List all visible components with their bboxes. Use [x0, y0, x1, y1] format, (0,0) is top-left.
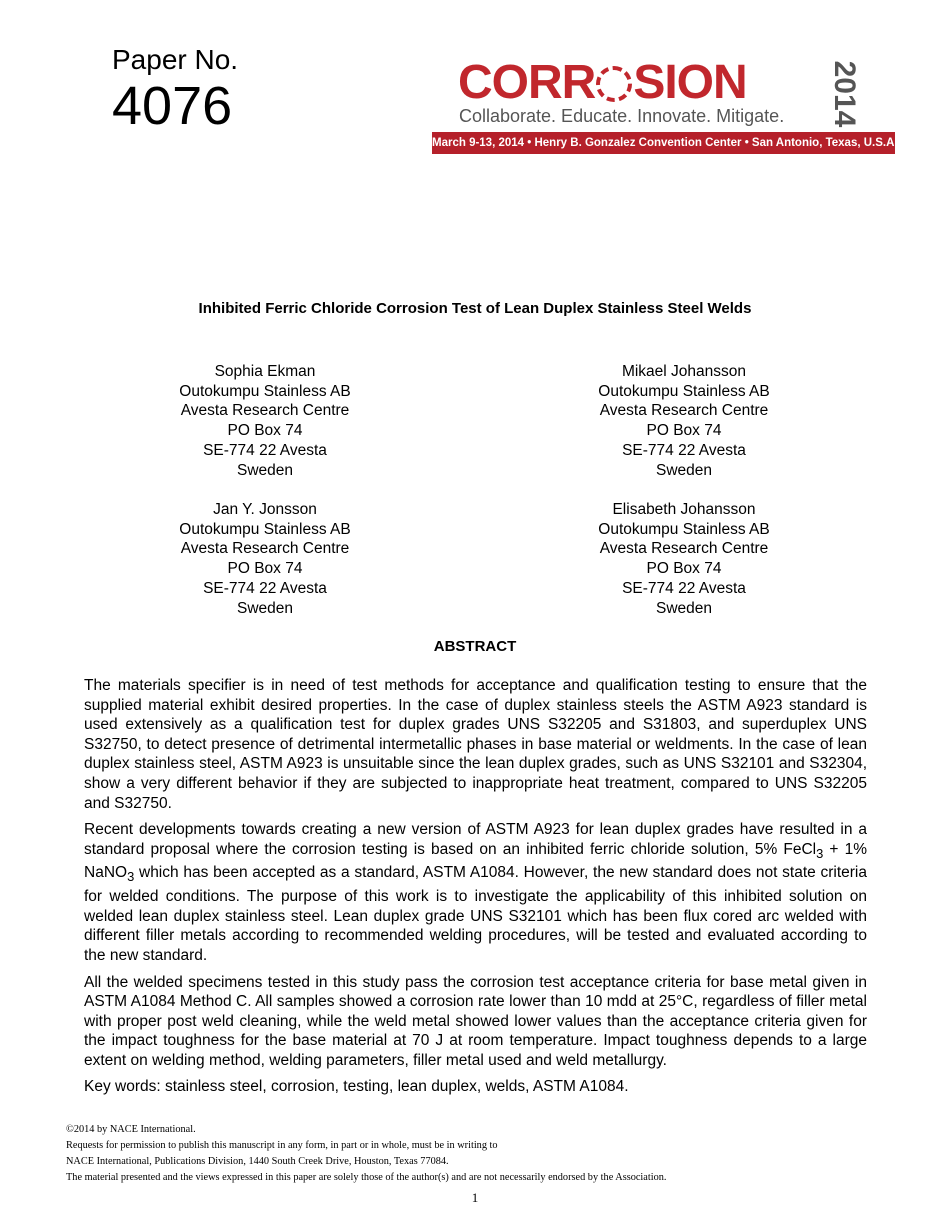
logo-o-emblem-icon — [596, 66, 632, 102]
author-city: SE-774 22 Avesta — [622, 579, 746, 597]
author-country: Sweden — [655, 461, 712, 479]
author-dept: Avesta Research Centre — [180, 540, 350, 558]
keywords: Key words: stainless steel, corrosion, testing, lean duplex, welds, ASTM A1084. — [84, 1078, 629, 1096]
footer-notice — [66, 1122, 666, 1186]
paper-number: 4076 — [112, 76, 233, 136]
author-dept: Avesta Research Centre — [599, 540, 769, 558]
logo-wordmark: CORR SION — [458, 56, 747, 109]
abstract-paragraph-1: The materials specifier is in need of test methods for acceptance and qualification testing to ensure that the supplied material exhibit desired properties. In the case of duplex stainless steels the ASTM A923 standard is used extensively as a qualification test for duplex grades UNS S32205 and S31803, and superduplex UNS S32750, to detect presence of detrimental intermetallic phases in base material or weldments. In the case of lean duplex stainless steel, ASTM A923 is unsuitable since the lean duplex grades, such as UNS S32101 and S32304, show a very different behavior if they are subjected to inappropriate heat treatment, compared to UNS S32205 and S32750. — [84, 677, 867, 812]
author-block — [135, 362, 395, 480]
author-box: PO Box 74 — [227, 560, 303, 578]
abstract-body — [84, 676, 867, 1104]
footer-line: The material presented and the views expressed in this paper are solely those of the author(s) and are not necessarily endorsed by the Association. — [66, 1172, 667, 1183]
abstract-paragraph-2: Recent developments towards creating a new version of ASTM A923 for lean duplex grades have resulted in a standard proposal where the corrosion testing is based on an inhibited ferric chloride solution, 5% FeCl$_3$ + 1% NaNO$_3$ which has been accepted as a standard, ASTM A1084. However, the new standard does not state criteria for welded conditions. The purpose of this work is to investigate the applicability of this inhibited solution on welded lean duplex stainless steel. Lean duplex grade UNS S32101 which has been flux cored arc welded with different filler metals according to recommended welding procedures, will be tested and evaluated according to the new standard. — [84, 821, 867, 964]
page-number: 1 — [471, 1190, 479, 1205]
paper-title: Inhibited Ferric Chloride Corrosion Test of Lean Duplex Stainless Steel Welds — [198, 300, 752, 317]
author-city: SE-774 22 Avesta — [203, 441, 327, 459]
author-name: Elisabeth Johansson — [612, 501, 756, 518]
author-org: Outokumpu Stainless AB — [598, 520, 770, 538]
author-city: SE-774 22 Avesta — [622, 441, 746, 459]
author-country: Sweden — [236, 599, 293, 617]
author-name: Mikael Johansson — [621, 363, 747, 380]
footer-line: NACE International, Publications Division, 1440 South Creek Drive, Houston, Texas 77084. — [66, 1156, 449, 1167]
abstract-paragraph-3: All the welded specimens tested in this study pass the corrosion test acceptance criteria for base metal given in ASTM A1084 Method C. All samples showed a corrosion rate lower than 10 mdd at 25°C, regardless of filler metal with proper post weld cleaning, while the weld metal showed lower values than the acceptance criteria given for the impact toughness for the base material at 70 J at room temperature. Impact toughness depends to a large extent on welding method, welding parameters, filler metal used and weld metallurgy. — [84, 973, 867, 1069]
author-box: PO Box 74 — [646, 422, 722, 440]
author-city: SE-774 22 Avesta — [203, 579, 327, 597]
author-block — [554, 362, 814, 480]
author-block — [554, 500, 814, 618]
author-org: Outokumpu Stainless AB — [179, 382, 351, 400]
author-box: PO Box 74 — [646, 560, 722, 578]
abstract-heading: ABSTRACT — [433, 638, 517, 655]
logo-year: 2014 — [828, 60, 861, 128]
author-name: Sophia Ekman — [214, 363, 316, 380]
paper-number-block — [112, 44, 238, 134]
author-name: Jan Y. Jonsson — [213, 501, 317, 518]
author-org: Outokumpu Stainless AB — [179, 520, 351, 538]
footer-line: Requests for permission to publish this manuscript in any form, in part or in whole, must be in writing to — [66, 1140, 498, 1151]
author-box: PO Box 74 — [227, 422, 303, 440]
conference-logo — [432, 56, 898, 154]
author-country: Sweden — [236, 461, 293, 479]
footer-copyright: ©2014 by NACE International. — [66, 1124, 196, 1135]
paper-label: Paper No. — [112, 44, 239, 75]
logo-banner: March 9-13, 2014 • Henry B. Gonzalez Convention Center • San Antonio, Texas, U.S.A. — [432, 132, 895, 154]
author-dept: Avesta Research Centre — [599, 402, 769, 420]
author-dept: Avesta Research Centre — [180, 402, 350, 420]
logo-tagline: Collaborate. Educate. Innovate. Mitigate. — [459, 106, 785, 126]
author-org: Outokumpu Stainless AB — [598, 382, 770, 400]
author-block — [135, 500, 395, 618]
author-country: Sweden — [655, 599, 712, 617]
